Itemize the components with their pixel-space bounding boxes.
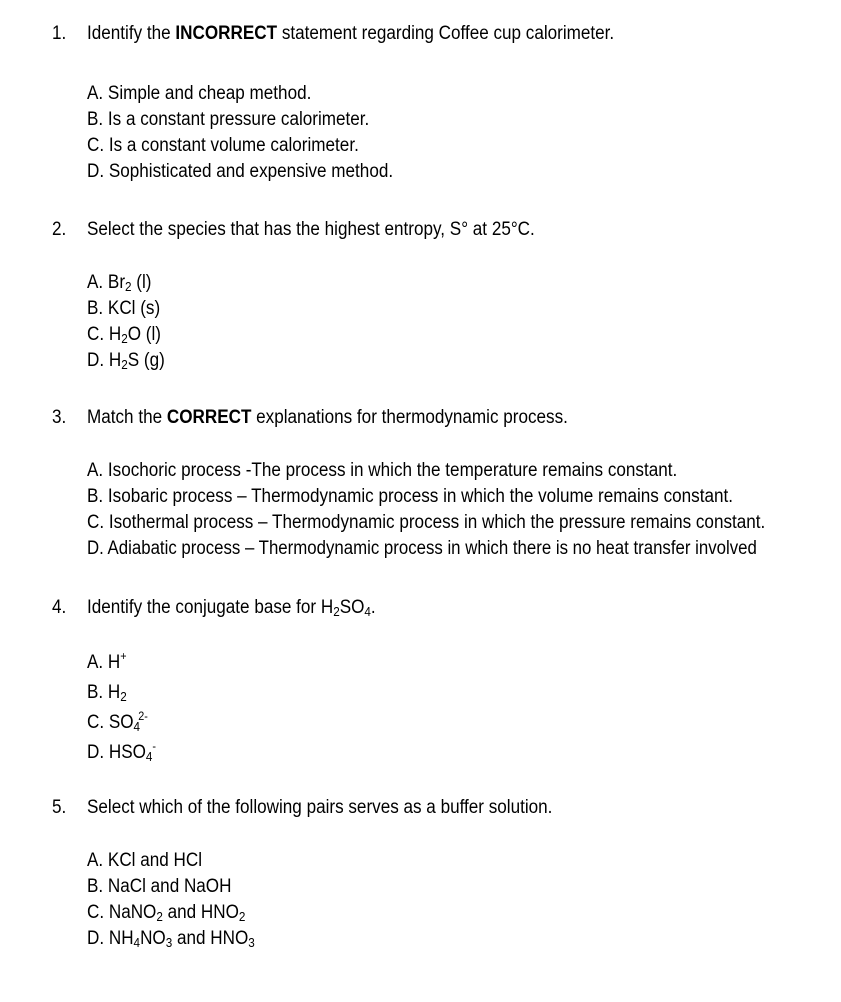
question-text: Identify the conjugate base for $H_2SO_4$.: [87, 597, 376, 619]
question-number: 5.: [52, 797, 67, 818]
options-list: [87, 270, 173, 374]
option-b[interactable]: B. Isobaric process – Thermodynamic process in which the volume remains constant.: [87, 486, 733, 507]
options-list: [87, 458, 841, 562]
option-a[interactable]: A. H+: [87, 649, 127, 673]
option-a[interactable]: A. $Br_2$ (l): [87, 272, 152, 294]
option-a[interactable]: A. Simple and cheap method.: [87, 83, 312, 104]
options-list: [87, 848, 273, 952]
question-number: 3.: [52, 407, 67, 428]
question-text: Select the species that has the highest entropy, S° at 25°C.: [87, 219, 535, 240]
option-b[interactable]: B. NaCl and NaOH: [87, 876, 232, 897]
option-d[interactable]: D. $NH_4NO_3$ and $HNO_3$: [87, 928, 255, 950]
option-a[interactable]: A. KCl and HCl: [87, 850, 203, 871]
question-text: Identify the INCORRECT statement regarding Coffee cup calorimeter.: [87, 23, 615, 44]
option-d[interactable]: D. Sophisticated and expensive method.: [87, 161, 394, 182]
emphasis-text: CORRECT: [166, 407, 252, 428]
option-b[interactable]: B. $H_2$: [87, 682, 127, 704]
option-d[interactable]: D. $H_2S$ (g): [87, 350, 165, 372]
option-c[interactable]: C. $H_2O$ (l): [87, 324, 161, 346]
option-c[interactable]: C. $SO_4^{2-}$: [87, 709, 148, 734]
option-b[interactable]: B. KCl (s): [87, 298, 161, 319]
question-number: 2.: [52, 219, 67, 240]
emphasis-text: INCORRECT: [175, 23, 278, 44]
option-d[interactable]: D. $HSO_4^-$: [87, 739, 157, 764]
option-c[interactable]: C. NaNO$_2$ and $HNO_2$: [87, 902, 246, 924]
option-b[interactable]: B. Is a constant pressure calorimeter.: [87, 109, 370, 130]
option-d[interactable]: D. Adiabatic process – Thermodynamic process in which there is no heat transfer involved: [87, 538, 757, 559]
options-list: [87, 81, 427, 185]
question-text: Match the CORRECT explanations for thermodynamic process.: [87, 407, 568, 428]
question-number: 1.: [52, 23, 67, 44]
question-number: 4.: [52, 597, 67, 618]
options-list: [87, 648, 164, 768]
option-a[interactable]: A. Isochoric process -The process in which the temperature remains constant.: [87, 460, 678, 481]
option-c[interactable]: C. Is a constant volume calorimeter.: [87, 135, 359, 156]
question-text: Select which of the following pairs serves as a buffer solution.: [87, 797, 553, 818]
option-c[interactable]: C. Isothermal process – Thermodynamic process in which the pressure remains constant.: [87, 512, 766, 533]
